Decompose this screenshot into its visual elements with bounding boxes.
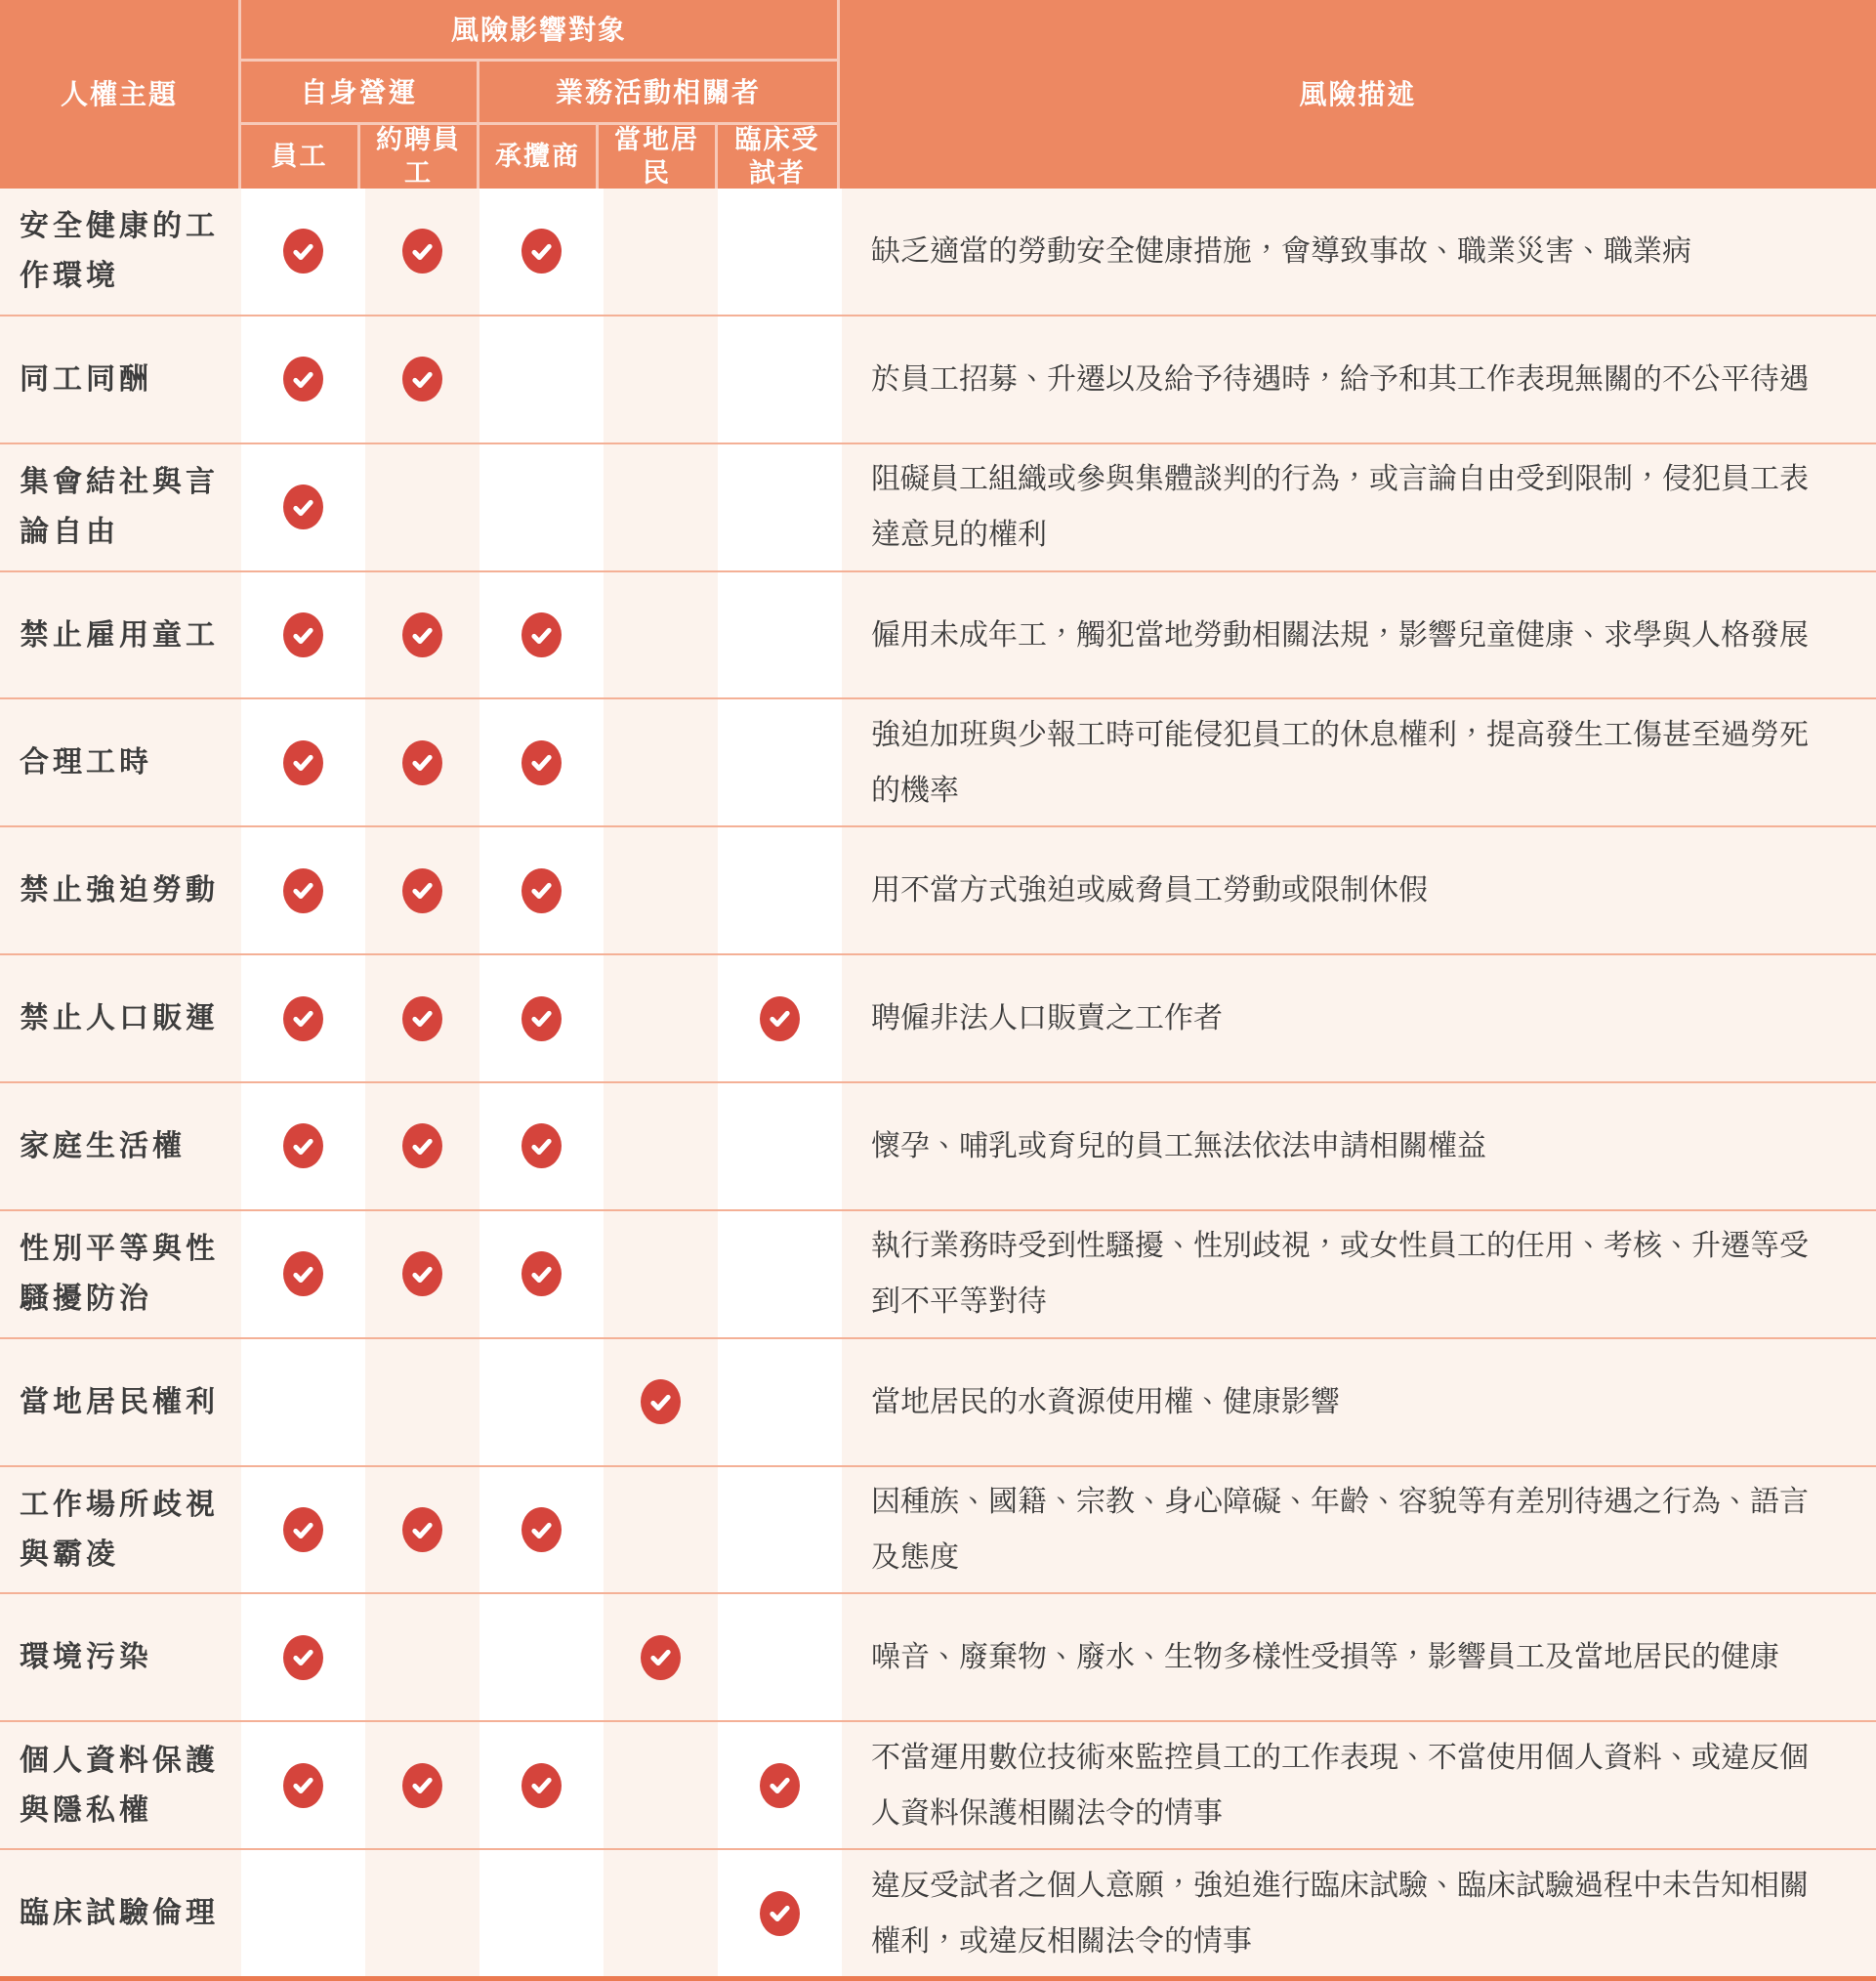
check-icon — [283, 1507, 323, 1552]
header-col-clinical-subjects: 臨床受試者 — [734, 124, 820, 188]
check-icon — [521, 868, 562, 913]
check-icon — [521, 740, 562, 785]
topic-label: 當地居民權利 — [20, 1385, 219, 1418]
table-row — [0, 1465, 1876, 1593]
table-row — [0, 1081, 1876, 1209]
description-label: 違反受試者之個人意願，強迫進行臨床試驗、臨床試驗過程中未告知相關權利，或違反相關法令的情事 — [871, 1869, 1809, 1958]
table-row — [0, 189, 1876, 315]
check-icon — [402, 229, 442, 274]
check-cell — [241, 1722, 360, 1848]
check-icon — [283, 868, 323, 913]
description-cell — [837, 699, 1876, 825]
description-cell — [837, 827, 1876, 953]
table-row — [0, 1337, 1876, 1465]
check-cell — [599, 1211, 718, 1337]
description-label: 缺乏適當的勞動安全健康措施，會導致事故、職業災害、職業病 — [871, 234, 1691, 268]
table-row — [0, 825, 1876, 953]
check-cell — [479, 1594, 599, 1720]
check-cell — [599, 1850, 718, 1976]
check-cell — [479, 572, 599, 698]
check-cell — [360, 1339, 479, 1465]
check-icon — [283, 612, 323, 657]
table-row — [0, 315, 1876, 443]
check-icon — [283, 357, 323, 401]
topic-label: 臨床試驗倫理 — [20, 1897, 219, 1930]
description-cell — [837, 1722, 1876, 1848]
check-icon — [521, 1123, 562, 1168]
check-cell — [599, 572, 718, 698]
check-icon — [760, 996, 800, 1041]
check-icon — [283, 1763, 323, 1808]
topic-cell — [0, 316, 241, 443]
check-icon — [521, 996, 562, 1041]
topic-cell — [0, 189, 241, 315]
topic-cell — [0, 827, 241, 953]
check-cell — [479, 1083, 599, 1209]
check-cell — [718, 1211, 837, 1337]
check-cell — [360, 1594, 479, 1720]
check-cell — [718, 1850, 837, 1976]
check-icon — [283, 229, 323, 274]
check-cell — [718, 955, 837, 1081]
check-cell — [599, 827, 718, 953]
check-cell — [479, 1339, 599, 1465]
topic-cell — [0, 699, 241, 825]
topic-label: 禁止人口販運 — [20, 1002, 219, 1035]
check-cell — [718, 1594, 837, 1720]
topic-cell — [0, 1211, 241, 1337]
topic-cell — [0, 1850, 241, 1976]
description-label: 於員工招募、升遷以及給予待遇時，給予和其工作表現無關的不公平待遇 — [871, 362, 1809, 396]
check-icon — [521, 1251, 562, 1296]
check-cell — [360, 1850, 479, 1976]
check-cell — [241, 827, 360, 953]
check-cell — [479, 827, 599, 953]
header-col-contract-employees: 約聘員工 — [360, 125, 479, 189]
check-cell — [241, 699, 360, 825]
header-topic: 人權主題 — [0, 0, 241, 189]
topic-label: 同工同酬 — [20, 362, 152, 396]
check-icon — [402, 612, 442, 657]
description-cell — [837, 316, 1876, 443]
check-cell — [718, 572, 837, 698]
topic-cell — [0, 572, 241, 698]
description-cell — [837, 1594, 1876, 1720]
table-row — [0, 570, 1876, 698]
check-icon — [402, 357, 442, 401]
header-own-operations: 自身營運 — [241, 62, 479, 125]
header-col-contractors: 承攬商 — [479, 125, 599, 189]
check-cell — [241, 316, 360, 443]
header-impact-group: 風險影響對象 — [241, 0, 837, 62]
check-cell — [718, 444, 837, 570]
table-header — [0, 0, 1876, 189]
check-cell — [599, 955, 718, 1081]
header-col-local-residents: 當地居民 — [599, 125, 718, 189]
check-cell — [479, 189, 599, 315]
check-cell — [599, 444, 718, 570]
check-icon — [760, 1891, 800, 1936]
check-cell — [599, 1594, 718, 1720]
header-business-related: 業務活動相關者 — [479, 62, 837, 125]
description-label: 噪音、廢棄物、廢水、生物多樣性受損等，影響員工及當地居民的健康 — [871, 1641, 1779, 1674]
check-icon — [283, 996, 323, 1041]
check-icon — [283, 1123, 323, 1168]
check-cell — [599, 1722, 718, 1848]
check-cell — [599, 189, 718, 315]
check-icon — [402, 1251, 442, 1296]
check-cell — [360, 1467, 479, 1593]
topic-label: 家庭生活權 — [20, 1129, 186, 1162]
topic-label: 環境污染 — [20, 1641, 152, 1674]
check-cell — [360, 189, 479, 315]
check-cell — [241, 1083, 360, 1209]
check-cell — [718, 1722, 837, 1848]
table-row — [0, 953, 1876, 1081]
check-cell — [241, 1339, 360, 1465]
check-cell — [599, 699, 718, 825]
check-cell — [479, 699, 599, 825]
description-label: 阻礙員工組織或參與集體談判的行為，或言論自由受到限制，侵犯員工表達意見的權利 — [871, 463, 1809, 552]
check-icon — [402, 996, 442, 1041]
description-cell — [837, 1339, 1876, 1465]
description-label: 不當運用數位技術來監控員工的工作表現、不當使用個人資料、或違反個人資料保護相關法令的情事 — [871, 1741, 1809, 1830]
check-cell — [241, 1467, 360, 1593]
check-cell — [599, 1339, 718, 1465]
table-row — [0, 1720, 1876, 1848]
table-row — [0, 1848, 1876, 1976]
check-cell — [241, 955, 360, 1081]
description-label: 當地居民的水資源使用權、健康影響 — [871, 1385, 1340, 1418]
table-row — [0, 1592, 1876, 1720]
check-cell — [360, 444, 479, 570]
topic-label: 工作場所歧視與霸凌 — [20, 1489, 219, 1572]
check-cell — [718, 189, 837, 315]
check-cell — [360, 699, 479, 825]
check-icon — [402, 1507, 442, 1552]
description-cell — [837, 572, 1876, 698]
check-icon — [641, 1635, 681, 1680]
table-row — [0, 697, 1876, 825]
check-cell — [479, 316, 599, 443]
check-cell — [718, 1467, 837, 1593]
header-description: 風險描述 — [837, 0, 1876, 189]
check-icon — [283, 1251, 323, 1296]
check-cell — [718, 1339, 837, 1465]
check-icon — [521, 229, 562, 274]
check-cell — [241, 1850, 360, 1976]
description-cell — [837, 1850, 1876, 1976]
check-cell — [360, 572, 479, 698]
topic-cell — [0, 1339, 241, 1465]
check-cell — [599, 1083, 718, 1209]
description-label: 僱用未成年工，觸犯當地勞動相關法規，影響兒童健康、求學與人格發展 — [871, 618, 1809, 652]
check-cell — [241, 1594, 360, 1720]
check-cell — [599, 316, 718, 443]
check-cell — [241, 189, 360, 315]
check-cell — [360, 827, 479, 953]
check-cell — [360, 1083, 479, 1209]
check-icon — [521, 1507, 562, 1552]
check-icon — [283, 1635, 323, 1680]
check-cell — [718, 316, 837, 443]
check-icon — [402, 868, 442, 913]
topic-cell — [0, 444, 241, 570]
description-cell — [837, 1211, 1876, 1337]
topic-label: 個人資料保護與隱私權 — [20, 1744, 219, 1827]
table-body — [0, 189, 1876, 1976]
check-icon — [283, 485, 323, 529]
topic-label: 禁止雇用童工 — [20, 618, 219, 652]
check-cell — [360, 1722, 479, 1848]
description-cell — [837, 1467, 1876, 1593]
topic-label: 性別平等與性騷擾防治 — [20, 1233, 219, 1316]
check-cell — [360, 955, 479, 1081]
topic-cell — [0, 955, 241, 1081]
check-cell — [479, 1211, 599, 1337]
check-cell — [241, 572, 360, 698]
check-cell — [241, 444, 360, 570]
topic-label: 安全健康的工作環境 — [20, 210, 219, 293]
topic-cell — [0, 1594, 241, 1720]
topic-cell — [0, 1467, 241, 1593]
topic-label: 集會結社與言論自由 — [20, 466, 219, 549]
description-cell — [837, 955, 1876, 1081]
check-cell — [718, 827, 837, 953]
check-icon — [283, 740, 323, 785]
check-cell — [599, 1467, 718, 1593]
check-cell — [360, 316, 479, 443]
check-cell — [718, 699, 837, 825]
check-cell — [360, 1211, 479, 1337]
table-row — [0, 443, 1876, 570]
description-label: 執行業務時受到性騷擾、性別歧視，或女性員工的任用、考核、升遷等受到不平等對待 — [871, 1230, 1809, 1319]
check-icon — [402, 1763, 442, 1808]
description-label: 懷孕、哺乳或育兒的員工無法依法申請相關權益 — [871, 1129, 1486, 1162]
description-cell — [837, 189, 1876, 315]
description-label: 聘僱非法人口販賣之工作者 — [871, 1002, 1223, 1035]
check-cell — [479, 955, 599, 1081]
check-cell — [479, 1467, 599, 1593]
check-cell — [241, 1211, 360, 1337]
topic-label: 合理工時 — [20, 746, 152, 780]
check-icon — [402, 1123, 442, 1168]
topic-cell — [0, 1083, 241, 1209]
description-cell — [837, 1083, 1876, 1209]
check-icon — [521, 612, 562, 657]
description-label: 強迫加班與少報工時可能侵犯員工的休息權利，提高發生工傷甚至過勞死的機率 — [871, 718, 1809, 807]
description-cell — [837, 444, 1876, 570]
description-label: 用不當方式強迫或威脅員工勞動或限制休假 — [871, 874, 1428, 907]
topic-label: 禁止強迫勞動 — [20, 874, 219, 907]
table-row — [0, 1209, 1876, 1337]
check-icon — [641, 1379, 681, 1424]
header-col-employees: 員工 — [241, 125, 360, 189]
check-cell — [718, 1083, 837, 1209]
check-icon — [402, 740, 442, 785]
check-icon — [760, 1763, 800, 1808]
check-cell — [479, 1850, 599, 1976]
check-cell — [479, 444, 599, 570]
check-icon — [521, 1763, 562, 1808]
check-cell — [479, 1722, 599, 1848]
topic-cell — [0, 1722, 241, 1848]
description-label: 因種族、國籍、宗教、身心障礙、年齡、容貌等有差別待遇之行為、語言及態度 — [871, 1486, 1809, 1575]
